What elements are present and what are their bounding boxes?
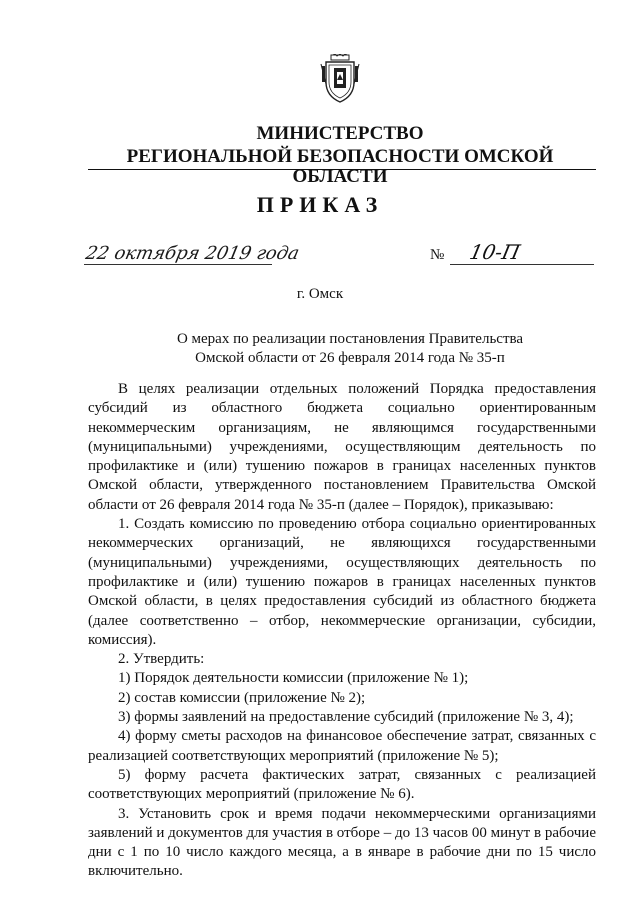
date-underline: [84, 264, 272, 265]
handwritten-number: 10-П: [467, 240, 523, 264]
number-underline: [450, 264, 594, 265]
document-body: [88, 380, 596, 882]
body-paragraph-3: 3. Установить срок и время подачи некоммерческими организациями заявлений и документов для участия в отборе – до 13 часов 00 минут в рабочие дни с 1 по 10 число каждого месяца, а в январе в рабочие дни по 15 число включительно.: [88, 805, 596, 880]
body-paragraph-2-1: 1) Порядок деятельности комиссии (приложение № 1);: [118, 670, 469, 687]
header-divider: [88, 169, 596, 170]
body-paragraph-2: 2. Утвердить:: [118, 651, 205, 668]
body-paragraph-2-2: 2) состав комиссии (приложение № 2);: [118, 689, 366, 706]
body-paragraph-2-5: 5) форму расчета фактических затрат, связанных с реализацией соответствующих мероприятий (приложение № 6).: [88, 766, 596, 803]
ministry-title-line2: РЕГИОНАЛЬНОЙ БЕЗОПАСНОСТИ ОМСКОЙ ОБЛАСТИ: [126, 146, 554, 187]
body-paragraph-2-3: 3) формы заявлений на предоставление субсидий (приложение № 3, 4);: [118, 709, 574, 726]
ministry-title-line1: МИНИСТЕРСТВО: [256, 123, 424, 144]
number-label: №: [430, 247, 445, 263]
coat-of-arms-icon: [320, 54, 360, 106]
handwritten-date: 22 октября 2019 года: [83, 243, 302, 264]
body-paragraph-1: 1. Создать комиссию по проведению отбора социально ориентированных некоммерческих организаций, не являющихся государственными (муниципальными) учреждениями, осуществляющих деятельность по профилактике и (или) тушению пожаров в границах населенных пунктов Омской области, в целях предоставления субсидий из областного бюджета (далее соответственно – отбор, некоммерческие организации, субсидии, комиссия).: [88, 516, 596, 648]
body-paragraph-2-4: 4) форму сметы расходов на финансовое обеспечение затрат, связанных с реализацией соответствующих мероприятий (приложение № 5);: [88, 728, 596, 764]
body-paragraph-preamble: В целях реализации отдельных положений Порядка предоставления субсидий из областного бюджета социально ориентированным некоммерческим организациям, не являющимся государственными (муниципальными) учреждениями, осуществляющим деятельность по профилактике и (или) тушению пожаров в границах населенных пунктов Омской области, утвержденного постановлением Правительства Омской области от 26 февраля 2014 года № 35-п (далее – Порядок), приказываю:: [88, 381, 596, 513]
city: г. Омск: [296, 286, 344, 302]
subject-line1: О мерах по реализации постановления Правительства: [176, 331, 524, 347]
document-type-title: ПРИКАЗ: [256, 192, 384, 217]
document-subject: [100, 330, 600, 368]
subject-line2: Омской области от 26 февраля 2014 года № 35-п: [195, 350, 505, 366]
